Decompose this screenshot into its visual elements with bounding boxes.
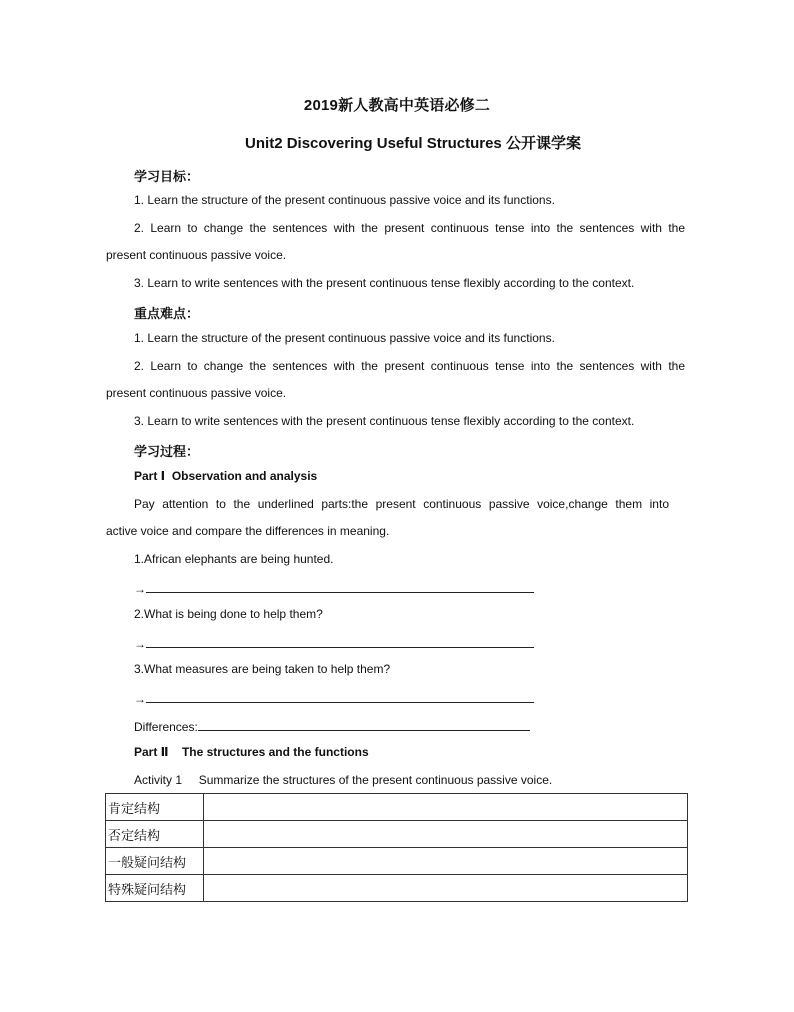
objectives-heading: 学习目标： (134, 169, 200, 184)
answer-cell-negative[interactable] (204, 821, 688, 848)
part1-title: Observation and analysis (171, 469, 318, 483)
objective-item-3: 3. Learn to write sentences with the present continuous tense flexibly according to the context. (134, 276, 635, 290)
row-label-general-question: 一般疑问结构 (106, 848, 204, 875)
differences-label: Differences: (134, 720, 198, 734)
answer-blank-1[interactable] (146, 579, 534, 593)
answer-cell-affirmative[interactable] (204, 794, 688, 821)
part1-instruction-continued: active voice and compare the differences in meaning. (106, 524, 390, 538)
answer-blank-3[interactable] (146, 689, 534, 703)
row-label-special-question: 特殊疑问结构 (106, 875, 204, 902)
key-point-item-2: 2. Learn to change the sentences with the present continuous tense into the sentences with the (134, 359, 685, 373)
table-row (106, 848, 688, 875)
objective-item-2-continued: present continuous passive voice. (106, 248, 287, 262)
part1-instruction: Pay attention to the underlined parts:the present continuous passive voice,change them into (134, 497, 669, 511)
key-point-item-2-continued: present continuous passive voice. (106, 386, 287, 400)
structure-table (105, 793, 688, 902)
objective-item-2: 2. Learn to change the sentences with the present continuous tense into the sentences with the (134, 221, 685, 235)
activity-1 (134, 773, 552, 787)
arrow-2: → (134, 637, 146, 651)
question-3: 3.What measures are being taken to help them? (134, 662, 391, 676)
answer-blank-2[interactable] (146, 634, 534, 648)
process-heading: 学习过程： (134, 444, 200, 459)
differences-blank[interactable] (198, 717, 530, 731)
activity-1-label: Activity 1 (134, 773, 183, 787)
document-title: 2019新人教高中英语必修二 (303, 97, 491, 114)
arrow-3: → (134, 692, 146, 706)
key-point-item-3: 3. Learn to write sentences with the present continuous tense flexibly according to the context. (134, 414, 635, 428)
row-label-affirmative: 肯定结构 (106, 794, 204, 821)
answer-line-1 (134, 579, 534, 596)
activity-1-text: Summarize the structures of the present continuous passive voice. (198, 773, 553, 787)
key-point-item-1: 1. Learn the structure of the present continuous passive voice and its functions. (134, 331, 555, 345)
question-2: 2.What is being done to help them? (134, 607, 323, 621)
table-row (106, 821, 688, 848)
row-label-negative: 否定结构 (106, 821, 204, 848)
table-row (106, 794, 688, 821)
part1-label: Part Ⅰ (134, 469, 166, 483)
table-row (106, 875, 688, 902)
part1-heading (134, 469, 317, 483)
answer-cell-special-question[interactable] (204, 875, 688, 902)
objective-item-1: 1. Learn the structure of the present continuous passive voice and its functions. (134, 193, 555, 207)
part2-heading (134, 745, 369, 759)
answer-line-2 (134, 634, 534, 651)
answer-cell-general-question[interactable] (204, 848, 688, 875)
arrow-1: → (134, 582, 146, 596)
key-points-heading: 重点难点： (134, 306, 200, 321)
part2-label: Part Ⅱ (134, 745, 169, 759)
differences-line (134, 717, 530, 734)
part2-title: The structures and the functions (181, 745, 369, 759)
answer-line-3 (134, 689, 534, 706)
question-1: 1.African elephants are being hunted. (134, 552, 334, 566)
document-subtitle: Unit2 Discovering Useful Structures 公开课学案 (245, 135, 581, 152)
